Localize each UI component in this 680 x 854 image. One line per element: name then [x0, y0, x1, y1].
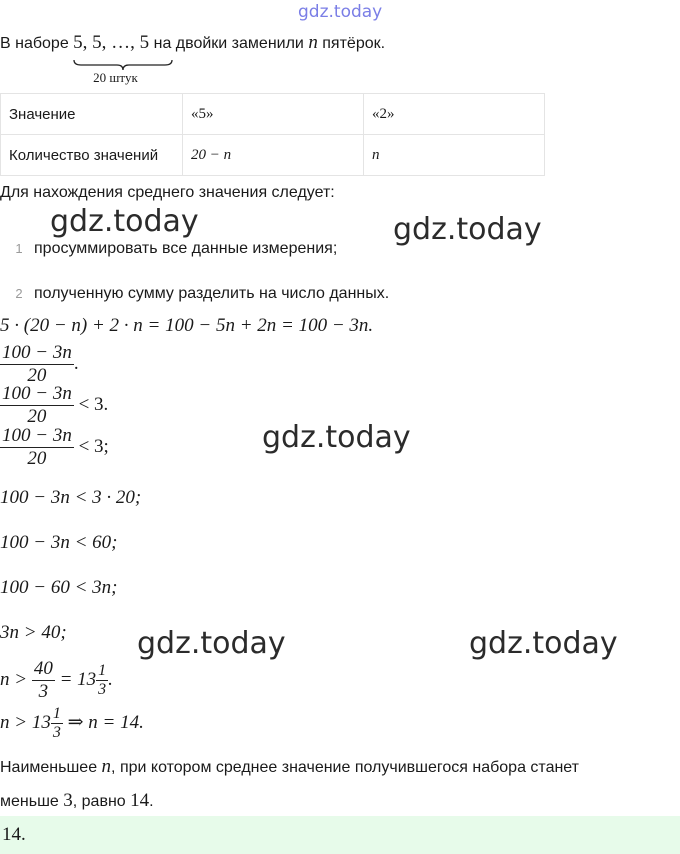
intro-middle: на двойки заменили: [153, 35, 304, 52]
set-with-brace: [73, 32, 150, 85]
watermark: gdz.today: [137, 626, 286, 661]
step-number: 2: [15, 286, 23, 301]
fraction: [96, 662, 108, 699]
inequality-line: 3n > 40;: [0, 622, 67, 643]
line-tail: .: [73, 352, 79, 374]
table-row: [1, 135, 545, 176]
mean-fraction-line: [0, 342, 79, 387]
step-text: полученную сумму разделить на число данных.: [34, 285, 390, 302]
watermark: gdz.today: [393, 212, 542, 247]
table-cell: «5»: [183, 94, 364, 135]
fraction-denominator: 20: [27, 406, 47, 427]
conclusion-number: 3: [63, 790, 73, 811]
brace-label: 20 штук: [93, 70, 138, 85]
conclusion-line-1: [0, 756, 579, 778]
line-lead: n >: [0, 668, 28, 690]
inequality-line: [0, 425, 109, 470]
mean-rule-heading: Для нахождения среднего значения следует:: [0, 184, 335, 201]
mean-fraction: [0, 342, 74, 387]
inequality-line: 100 − 3n < 60;: [0, 532, 118, 553]
fraction: [32, 658, 55, 703]
set-items: 5, 5, …, 5: [73, 32, 150, 53]
watermark: gdz.today: [262, 420, 411, 455]
line-lead: n > 13: [0, 711, 51, 733]
mean-fraction: [0, 383, 74, 428]
list-item: [4, 240, 337, 258]
sum-equation: 5 · (20 − n) + 2 · n = 100 − 5n + 2n = 100 − 3n.: [0, 315, 374, 336]
conclusion-line-2: [0, 790, 154, 812]
fraction-numerator: 1: [52, 705, 61, 722]
table-row: [1, 94, 545, 135]
answer-value: 14.: [2, 824, 26, 845]
fraction-denominator: 20: [27, 448, 47, 469]
inequality-line: 100 − 60 < 3n;: [0, 577, 118, 598]
top-watermark: gdz.today: [298, 2, 383, 22]
conclusion-text: , при котором среднее значение получившегося набора станет: [111, 759, 579, 776]
fraction-numerator: 100 − 3n: [2, 383, 72, 404]
line-tail: ⇒ n = 14.: [67, 711, 144, 733]
fraction-numerator: 100 − 3n: [2, 342, 72, 363]
intro-line: [0, 32, 386, 85]
conclusion-var: n: [101, 756, 112, 777]
table-cell: Значение: [1, 94, 183, 135]
inequality-line: [0, 383, 108, 428]
table-cell: n: [364, 135, 545, 176]
line-tail: < 3;: [78, 435, 109, 457]
list-item: [4, 285, 389, 303]
inequality-line: 100 − 3n < 3 · 20;: [0, 487, 142, 508]
intro-var: n: [308, 32, 318, 53]
mean-fraction: [0, 425, 74, 470]
line-tail: < 3.: [78, 393, 109, 415]
answer-box: [0, 816, 680, 854]
fraction-denominator: 3: [38, 681, 49, 702]
intro-suffix: пятёрок.: [322, 35, 386, 52]
conclusion-text: меньше: [0, 793, 59, 810]
fraction-denominator: 3: [98, 681, 107, 698]
conclusion-text: Наименьшее: [0, 759, 98, 776]
fraction: [51, 705, 63, 742]
step-number: 1: [15, 241, 23, 256]
table-cell: Количество значений: [1, 135, 183, 176]
inequality-line: [0, 658, 113, 703]
values-table: [0, 93, 545, 176]
fraction-numerator: 1: [98, 662, 107, 679]
table-cell: «2»: [364, 94, 545, 135]
watermark: gdz.today: [469, 626, 618, 661]
conclusion-text: , равно: [72, 793, 126, 810]
fraction-numerator: 100 − 3n: [2, 425, 72, 446]
inequality-line: [0, 705, 144, 742]
line-mid: = 13: [59, 668, 97, 690]
watermark: gdz.today: [50, 204, 199, 239]
conclusion-number: 14: [130, 790, 150, 811]
fraction-denominator: 3: [52, 724, 61, 741]
fraction-numerator: 40: [33, 658, 53, 679]
intro-prefix: В наборе: [0, 35, 69, 52]
fraction-denominator: 20: [27, 365, 47, 386]
step-text: просуммировать все данные измерения;: [34, 240, 338, 257]
line-tail: .: [108, 668, 113, 690]
conclusion-text: .: [149, 793, 154, 810]
table-cell: 20 − n: [183, 135, 364, 176]
